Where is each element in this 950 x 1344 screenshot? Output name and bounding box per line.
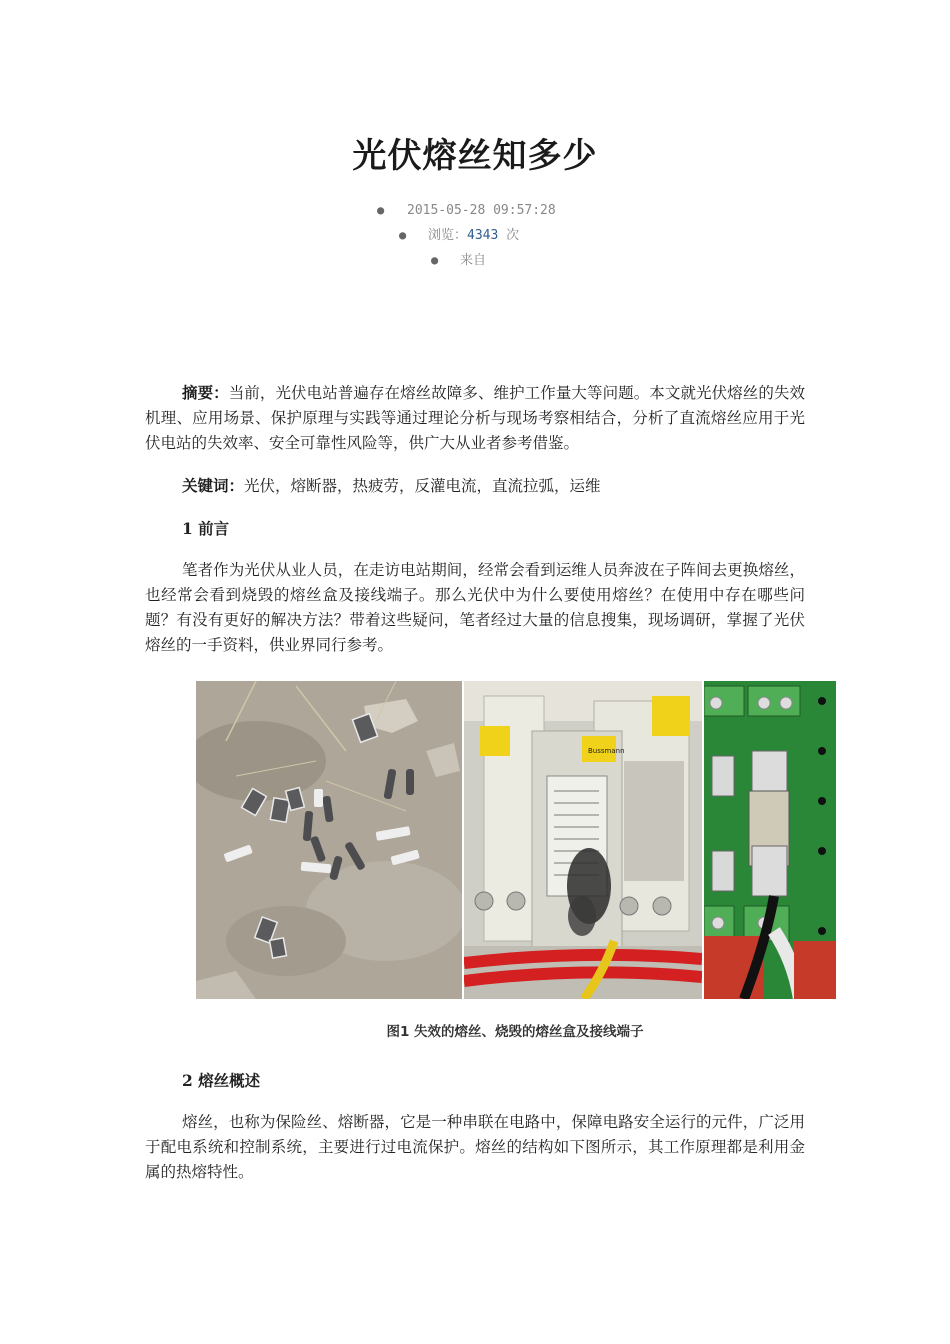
views-line [428,223,519,248]
meta-source [0,248,950,273]
figure-1-caption: 图1 失效的熔丝、烧毁的熔丝盒及接线端子 [386,1024,644,1040]
section-heading-intro: 1 前言 [182,519,230,538]
keywords-paragraph [145,473,805,499]
photo-fuse-terminals [704,681,836,999]
overview-paragraph: 熔丝，也称为保险丝、熔断器，它是一种串联在电路中，保障电路安全运行的元件，广泛用于配电系统和控制系统，主要进行过电流保护。熔丝的结构如下图所示，其工作原理都是利用金属的热熔特性。 [145,1113,805,1181]
keywords-text: 光伏，熔断器，热疲劳，反灌电流，直流拉弧，运维 [244,477,601,495]
figure-1 [196,681,836,999]
article-body-continued [145,1068,805,1185]
article-meta [0,198,950,273]
bullet-icon: ● [377,203,385,217]
views-prefix: 浏览： [428,228,468,243]
abstract-label: 摘要： [182,383,229,402]
views-count: 4343 [467,228,499,243]
publish-datetime: 2015-05-28 09:57:28 [407,203,556,218]
article-title: 光伏熔丝知多少 [352,136,598,176]
intro-paragraph: 笔者作为光伏从业人员，在走访电站期间，经常会看到运维人员奔波在子阵间去更换熔丝，也经常会看到烧毁的熔丝盒及接线端子。那么光伏中为什么要使用熔丝？在使用中存在哪些问题？有没有更好的解决方法？带着这些疑问，笔者经过大量的信息搜集，现场调研，掌握了光伏熔丝的一手资料，供业界同行参考。 [145,561,805,654]
views-suffix: 次 [498,228,520,243]
abstract-paragraph [145,380,805,456]
section-heading-overview: 2 熔丝概述 [182,1071,261,1090]
meta-views [0,223,950,248]
bullet-icon: ● [431,253,439,267]
meta-datetime [0,198,950,223]
keywords-label: 关键词： [182,476,245,495]
label-text: Bussmann [588,747,625,755]
abstract-text: 当前，光伏电站普遍存在熔丝故障多、维护工作量大等问题。本文就光伏熔丝的失效机理、应用场景、保护原理与实践等通过理论分析与现场考察相结合，分析了直流熔丝应用于光伏电站的失效率、安全可靠性风险等，供广大从业者参考借鉴。 [145,384,805,452]
photo-failed-fuses [196,681,462,999]
photo-burnt-fuse-holder [464,681,702,999]
bullet-icon: ● [399,228,407,242]
article-body [145,380,805,658]
source-label: 来自 [460,253,487,268]
